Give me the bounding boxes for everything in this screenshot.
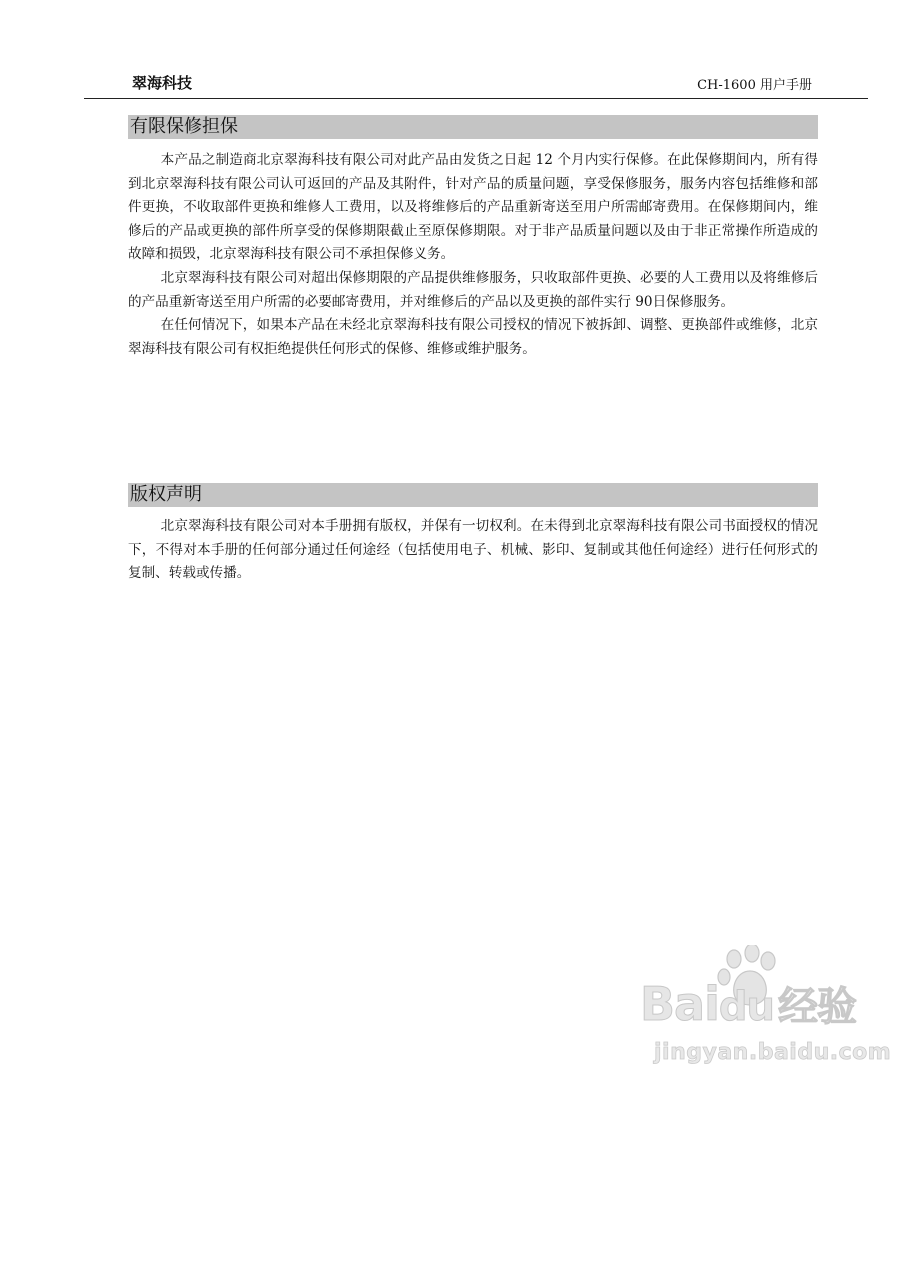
company-name: 翠海科技 bbox=[132, 74, 193, 92]
copyright-section bbox=[128, 483, 818, 586]
watermark-logo-bai: Bai bbox=[640, 977, 719, 1031]
watermark-logo-du: du bbox=[718, 984, 774, 1030]
manual-title: CH-1600 用户手册 bbox=[697, 78, 812, 93]
warranty-paragraph-1: 本产品之制造商北京翠海科技有限公司对此产品由发货之日起 12 个月内实行保修。在此保修期间内，所有得到北京翠海科技有限公司认可返回的产品及其附件，针对产品的质量问题，享受保修服务，服务内容包括维修和部件更换，不收取部件更换和维修人工费用，以及将维修后的产品重新寄送至用户所需邮寄费用。在保修期间内，维修后的产品或更换的部件所享受的保修期限截止至原保修期限。对于非产品质量问题以及由于非正常操作所造成的故障和损毁，北京翠海科技有限公司不承担保修义务。 bbox=[128, 152, 818, 263]
baidu-jingyan-watermark bbox=[640, 945, 890, 1245]
page-header bbox=[84, 70, 868, 99]
watermark-logo bbox=[640, 975, 856, 1032]
warranty-section bbox=[128, 115, 818, 361]
watermark-url: jingyan.baidu.com bbox=[654, 1040, 892, 1065]
warranty-title: 有限保修担保 bbox=[128, 115, 818, 139]
watermark-logo-cn: 经验 bbox=[777, 984, 856, 1030]
warranty-paragraph-3: 在任何情况下，如果本产品在未经北京翠海科技有限公司授权的情况下被拆卸、调整、更换部件或维修，北京翠海科技有限公司有权拒绝提供任何形式的保修、维修或维护服务。 bbox=[128, 317, 818, 357]
copyright-title: 版权声明 bbox=[128, 483, 818, 507]
copyright-paragraph: 北京翠海科技有限公司对本手册拥有版权，并保有一切权利。在未得到北京翠海科技有限公司书面授权的情况下，不得对本手册的任何部分通过任何途经（包括使用电子、机械、影印、复制或其他任何途经）进行任何形式的复制、转载或传播。 bbox=[128, 518, 818, 582]
warranty-paragraph-2: 北京翠海科技有限公司对超出保修期限的产品提供维修服务，只收取部件更换、必要的人工费用以及将维修后的产品重新寄送至用户所需的必要邮寄费用，并对维修后的产品以及更换的部件实行 90日保修服务。 bbox=[128, 269, 818, 310]
